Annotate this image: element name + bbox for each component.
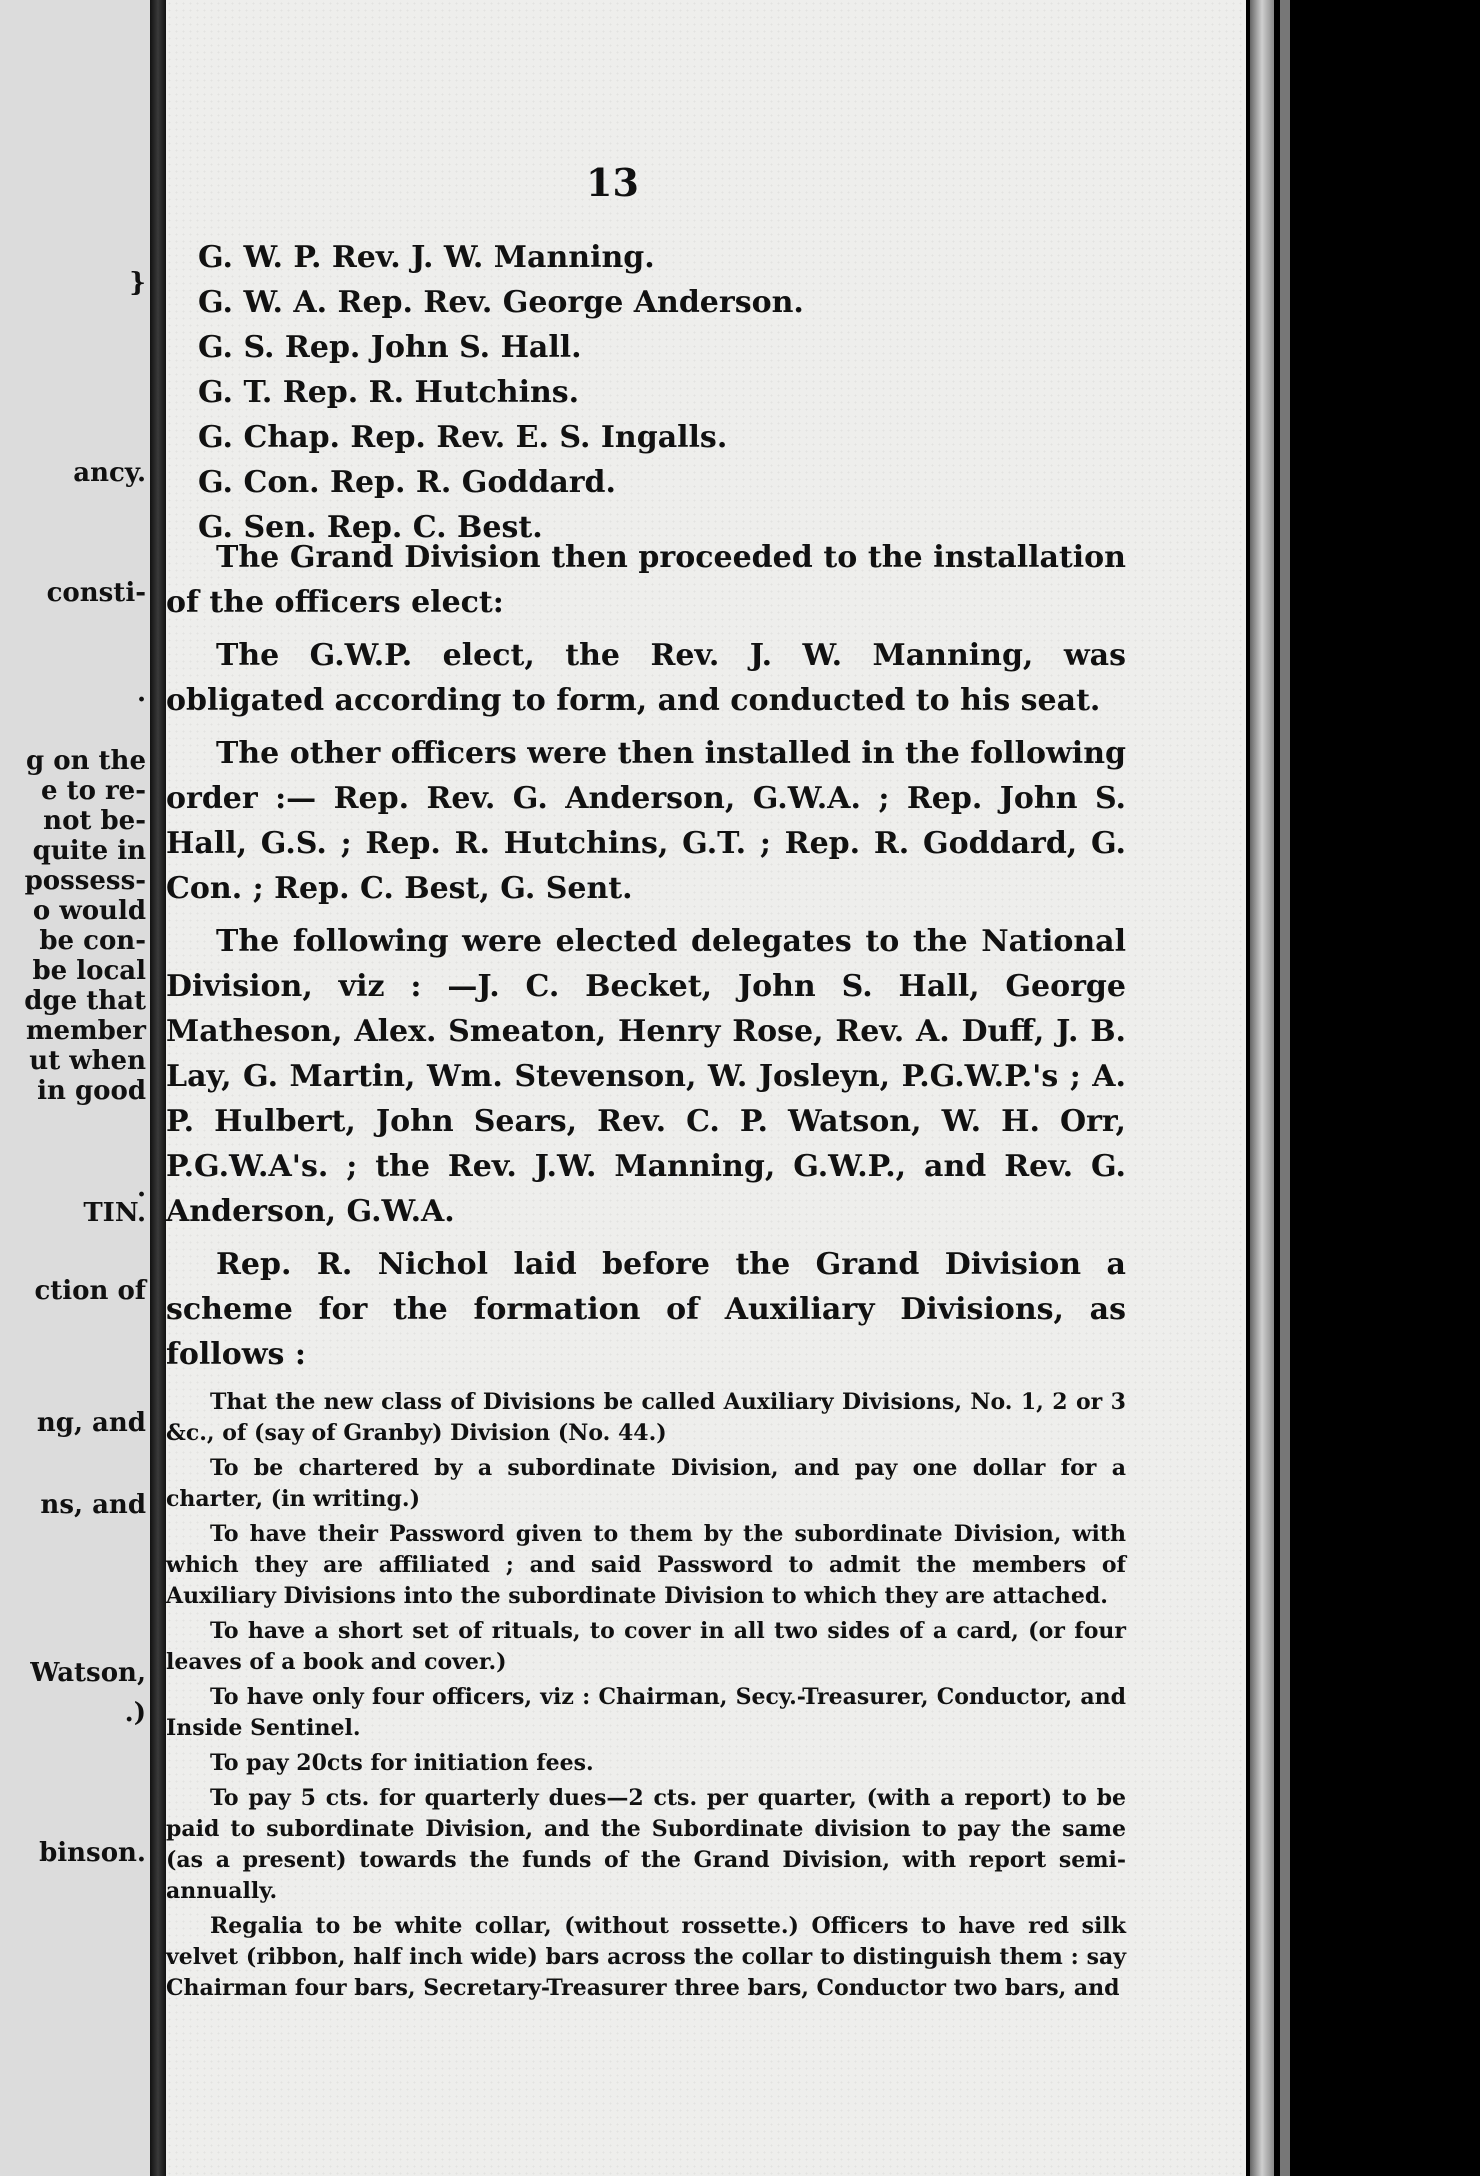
facing-page-text: . (136, 1173, 146, 1203)
page-number: 13 (586, 160, 639, 205)
paragraph: The Grand Division then proceeded to the installation of the officers elect: (166, 540, 1126, 620)
facing-page-text: ut when (29, 1046, 146, 1076)
scheme-item: To have a short set of rituals, to cover in all two sides of a card, (or four leaves of a book and cover.) (166, 1618, 1126, 1675)
facing-page-text: binson. (39, 1838, 146, 1868)
page-edge-strip (1280, 0, 1290, 2176)
officer-line: G. Chap. Rep. Rev. E. S. Ingalls. (198, 420, 728, 455)
officer-line: G. Con. Rep. R. Goddard. (198, 465, 616, 500)
facing-page-text: ction of (34, 1276, 146, 1306)
facing-page-text: member (26, 1016, 146, 1046)
facing-page-text: be con- (39, 926, 146, 956)
facing-page-fragment (0, 0, 150, 2176)
facing-page-text: ng, and (36, 1408, 146, 1438)
scheme-item: Regalia to be white collar, (without rossette.) Officers to have red silk velvet (ribbon, half inch wide) bars across the collar to distinguish them : say Chairman four bars, Secretary-Treasurer three bars, Conductor two bars, and (166, 1913, 1126, 2001)
body-text (166, 535, 1126, 2008)
facing-page-text: possess- (24, 866, 146, 896)
facing-page-text: not be- (43, 806, 146, 836)
facing-page-text: in good (37, 1076, 146, 1106)
officer-line: G. S. Rep. John S. Hall. (198, 330, 582, 365)
paragraph: Rep. R. Nichol laid before the Grand Division a scheme for the formation of Auxiliary Divisions, as follows : (166, 1247, 1126, 1372)
paragraph: The G.W.P. elect, the Rev. J. W. Manning, was obligated according to form, and conducted to his seat. (166, 638, 1126, 718)
facing-page-text: be local (32, 956, 146, 986)
officer-line: G. W. A. Rep. Rev. George Anderson. (198, 285, 804, 320)
facing-page-text: e to re- (40, 776, 146, 806)
scheme-item: To have only four officers, viz : Chairman, Secy.-Treasurer, Conductor, and Inside Sentinel. (166, 1684, 1126, 1741)
facing-page-text: o would (32, 896, 146, 926)
facing-page-text: ancy. (73, 458, 146, 488)
scheme-item: To have their Password given to them by the subordinate Division, with which they are affiliated ; and said Password to admit the members of Auxiliary Divisions into the subordinate Division to which they are attached. (166, 1521, 1126, 1609)
facing-page-text: .) (124, 1698, 146, 1728)
officer-line: G. T. Rep. R. Hutchins. (198, 375, 580, 410)
scheme-item: To pay 5 cts. for quarterly dues—2 cts. per quarter, (with a report) to be paid to subordinate Division, and the Subordinate division to pay the same (as a present) towards the funds of the Grand Division, with report semi-annually. (166, 1785, 1126, 1904)
scheme-list (166, 1387, 1126, 2004)
officer-line: G. Sen. Rep. C. Best. (198, 510, 543, 545)
facing-page-text: Watson, (30, 1658, 146, 1688)
book-page (166, 0, 1246, 2176)
officer-list (198, 235, 1098, 550)
facing-page-text: } (129, 268, 146, 298)
book-gutter (150, 0, 166, 2176)
paragraph: The following were elected delegates to the National Division, viz : —J. C. Becket, John S. Hall, George Matheson, Alex. Smeaton, Henry Rose, Rev. A. Duff, J. B. Lay, G. Martin, Wm. Stevenson, W. Josleyn, P.G.W.P.'s ; A. P. Hulbert, John Sears, Rev. C. P. Watson, W. H. Orr, P.G.W.A's. ; the Rev. J.W. Manning, G.W.P., and Rev. G. Anderson, G.W.A. (166, 924, 1126, 1229)
paragraph: The other officers were then installed in the following order :— Rep. Rev. G. Anderson, G.W.A. ; Rep. John S. Hall, G.S. ; Rep. R. Hutchins, G.T. ; Rep. R. Goddard, G. Con. ; Rep. C. Best, G. Sent. (166, 736, 1126, 906)
facing-page-text: g on the (26, 746, 146, 776)
page-edge-strip (1250, 0, 1274, 2176)
facing-page-text: ns, and (40, 1490, 146, 1520)
scheme-item: To pay 20cts for initiation fees. (210, 1750, 594, 1776)
officer-line: G. W. P. Rev. J. W. Manning. (198, 240, 655, 275)
scheme-item: That the new class of Divisions be called Auxiliary Divisions, No. 1, 2 or 3 &c., of (say of Granby) Division (No. 44.) (166, 1389, 1126, 1446)
facing-page-text: dge that (24, 986, 146, 1016)
facing-page-text: quite in (32, 836, 146, 866)
facing-page-text: TIN. (83, 1198, 146, 1228)
facing-page-text: . (136, 678, 146, 708)
scheme-item: To be chartered by a subordinate Division, and pay one dollar for a charter, (in writing.) (166, 1455, 1126, 1512)
book-edge (1246, 0, 1480, 2176)
facing-page-text: consti- (46, 578, 146, 608)
